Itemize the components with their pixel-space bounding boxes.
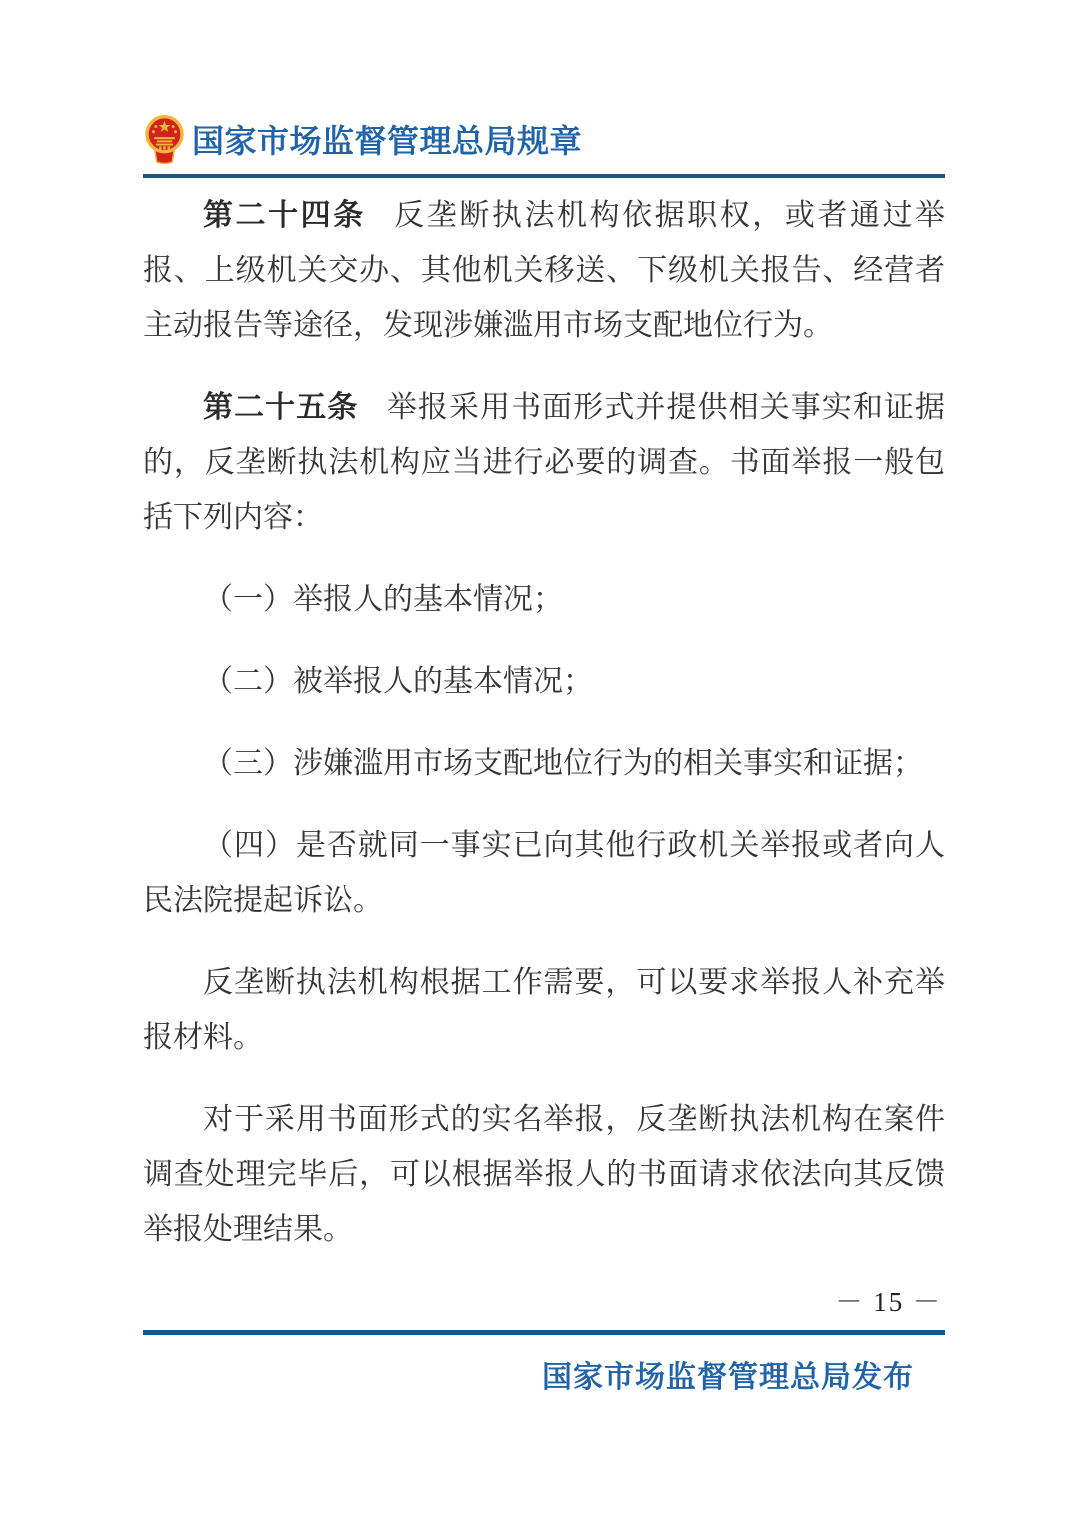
paragraph-feedback-text: 对于采用书面形式的实名举报，反垄断执法机构在案件调查处理完毕后，可以根据举报人的书面请求依法向其反馈举报处理结果。 — [143, 1103, 945, 1246]
list-item-two — [143, 654, 945, 709]
paragraph-supplement-text: 反垄断执法机构根据工作需要，可以要求举报人补充举报材料。 — [143, 966, 945, 1054]
paragraph-article-25 — [143, 380, 945, 545]
footer-divider — [143, 1330, 945, 1335]
national-emblem-icon — [143, 114, 186, 164]
list-item-two-text: （二）被举报人的基本情况； — [203, 665, 593, 698]
article-24-text: 反垄断执法机构依据职权，或者通过举报、上级机关交办、其他机关移送、下级机关报告、经营者主动报告等途径，发现涉嫌滥用市场支配地位行为。 — [143, 199, 946, 342]
list-item-four — [143, 818, 945, 928]
list-item-one-text: （一）举报人的基本情况； — [203, 583, 563, 616]
page-number: － 15 － — [835, 1287, 942, 1317]
article-25-number: 第二十五条 — [203, 391, 359, 424]
document-body — [143, 178, 945, 1257]
list-item-three-text: （三）涉嫌滥用市场支配地位行为的相关事实和证据； — [203, 747, 923, 780]
publisher-label: 国家市场监督管理总局发布 — [542, 1361, 914, 1394]
list-item-one — [143, 572, 945, 627]
paragraph-supplement-materials — [143, 955, 945, 1065]
article-25-text: 举报采用书面形式并提供相关事实和证据的，反垄断执法机构应当进行必要的调查。书面举报一般包括下列内容： — [143, 391, 946, 534]
document-footer — [542, 1352, 914, 1396]
paragraph-feedback-result — [143, 1092, 945, 1257]
header-title: 国家市场监督管理总局规章 — [192, 123, 583, 159]
document-header — [143, 0, 945, 165]
list-item-three — [143, 736, 945, 791]
paragraph-article-24 — [143, 188, 945, 353]
list-item-four-text: （四）是否就同一事实已向其他行政机关举报或者向人民法院提起诉讼。 — [143, 829, 945, 917]
article-24-number: 第二十四条 — [203, 199, 366, 232]
